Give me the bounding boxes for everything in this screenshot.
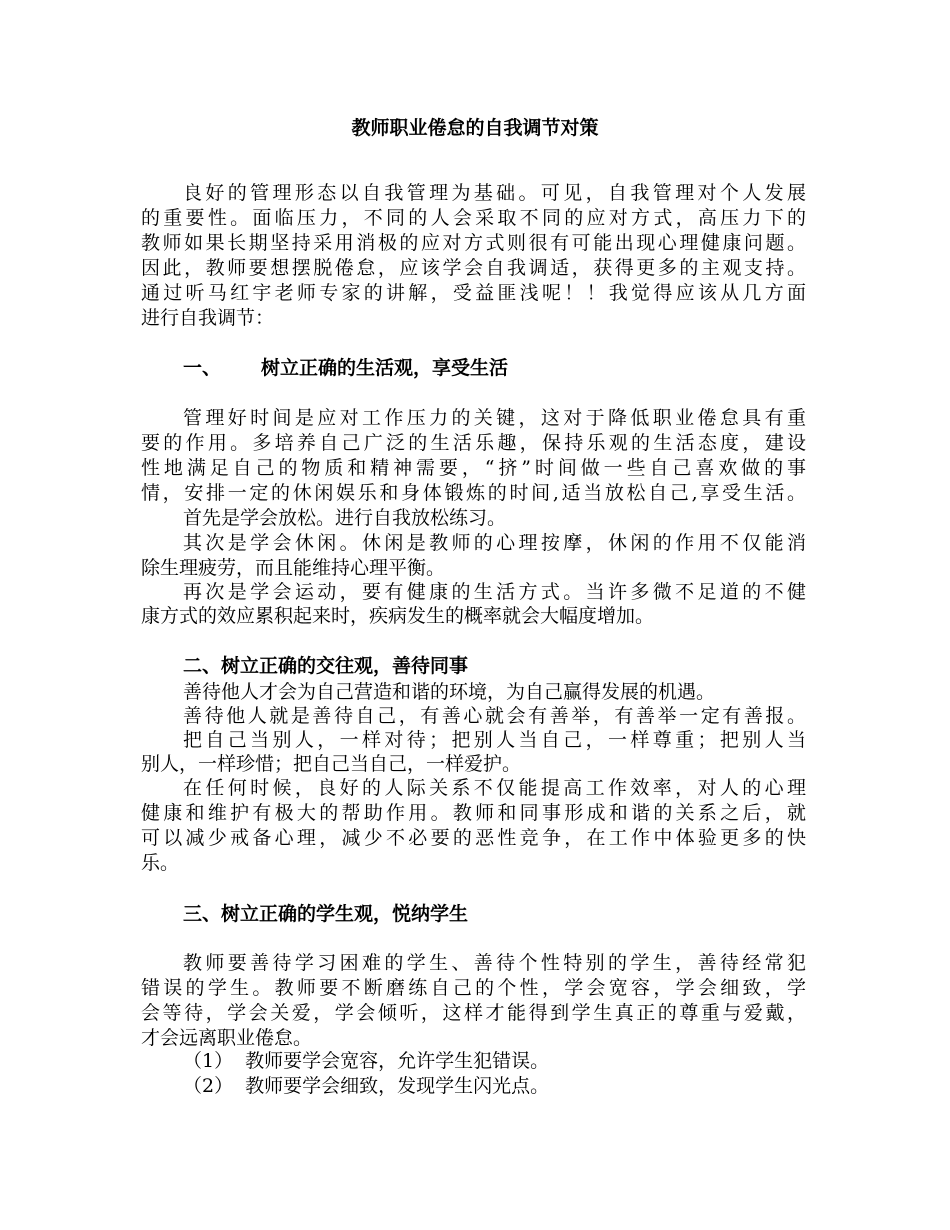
list-item-text: 教师要学会细致，发现学生闪光点。	[245, 1075, 550, 1097]
section1-line: 性地满足自己的物质和精神需要，“挤”时间做一些自己喜欢做的事	[141, 457, 806, 479]
section3-line: 错误的学生。教师要不断磨练自己的个性，学会宽容，学会细致，学	[141, 977, 806, 999]
intro-line: 良好的管理形态以自我管理为基础。可见，自我管理对个人发展	[183, 182, 806, 204]
section1-line: 再次是学会运动，要有健康的生活方式。当许多微不足道的不健	[183, 581, 806, 603]
section1-line: 康方式的效应累积起来时，疾病发生的概率就会大幅度增加。	[141, 605, 655, 627]
section1-heading-text: 树立正确的生活观，享受生活	[261, 357, 509, 379]
section1-line: 要的作用。多培养自己广泛的生活乐趣，保持乐观的生活态度，建设	[141, 432, 806, 454]
intro-line: 教师如果长期坚持采用消极的应对方式则很有可能出现心理健康问题。	[141, 232, 806, 254]
section2-line: 可以减少戒备心理，减少不必要的恶性竞争，在工作中体验更多的快	[141, 827, 806, 849]
section3-line: 才会远离职业倦怠。	[141, 1027, 313, 1049]
section1-line: 管理好时间是应对工作压力的关键，这对于降低职业倦怠具有重	[183, 407, 806, 429]
section1-line: 首先是学会放松。进行自我放松练习。	[183, 507, 507, 529]
intro-line: 的重要性。面临压力，不同的人会采取不同的应对方式，高压力下的	[141, 207, 806, 229]
section1-number: 一、	[183, 357, 222, 379]
section2-line: 别人，一样珍惜；把自己当自己，一样爱护。	[141, 753, 522, 775]
section1-line: 除生理疲劳，而且能维持心理平衡。	[141, 557, 446, 579]
intro-line: 因此，教师要想摆脱倦怠，应该学会自我调适，获得更多的主观支持。	[141, 257, 806, 279]
document-title: 教师职业倦怠的自我调节对策	[351, 117, 599, 139]
list-item-number: （1）	[183, 1050, 234, 1072]
intro-line: 通过听马红宇老师专家的讲解，受益匪浅呢！！我觉得应该从几方面	[141, 282, 806, 304]
list-item-text: 教师要学会宽容，允许学生犯错误。	[245, 1050, 550, 1072]
section2-line: 善待他人就是善待自己，有善心就会有善举，有善举一定有善报。	[183, 705, 806, 727]
section3-line: 教师要善待学习困难的学生、善待个性特别的学生，善待经常犯	[183, 952, 806, 974]
section2-line: 乐。	[141, 852, 180, 874]
list-item-number: （2）	[183, 1075, 234, 1097]
section1-line: 情，安排一定的休闲娱乐和身体锻炼的时间,适当放松自己,享受生活。	[141, 482, 806, 504]
section1-line: 其次是学会休闲。休闲是教师的心理按摩，休闲的作用不仅能消	[183, 532, 806, 554]
section2-line: 在任何时候，良好的人际关系不仅能提高工作效率，对人的心理	[183, 777, 806, 799]
section1-heading	[183, 356, 806, 380]
section2-line: 健康和维护有极大的帮助作用。教师和同事形成和谐的关系之后，就	[141, 802, 806, 824]
section2-line: 把自己当别人，一样对待；把别人当自己，一样尊重；把别人当	[183, 729, 806, 751]
section3-line: 会等待，学会关爱，学会倾听，这样才能得到学生真正的尊重与爱戴，	[141, 1002, 806, 1024]
section2-heading: 二、树立正确的交往观，善待同事	[183, 655, 469, 677]
list-item	[183, 1049, 806, 1073]
list-item	[183, 1074, 806, 1098]
section3-heading: 三、树立正确的学生观，悦纳学生	[183, 903, 469, 925]
section2-line: 善待他人才会为自己营造和谐的环境，为自己赢得发展的机遇。	[183, 681, 716, 703]
intro-line: 进行自我调节：	[141, 307, 275, 329]
